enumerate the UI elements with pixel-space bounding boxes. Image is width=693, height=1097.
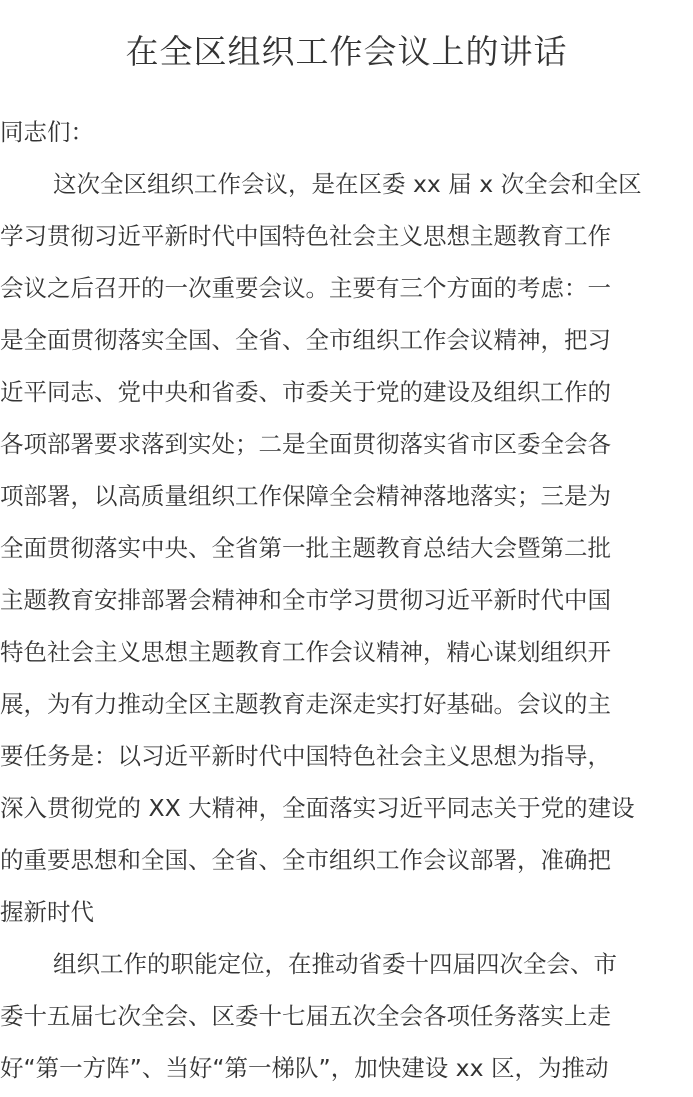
paragraph-2 bbox=[0, 938, 693, 1094]
text-line: 展，为有力推动全区主题教育走深走实打好基础。会议的主 bbox=[0, 690, 611, 718]
text-line: 这次全区组织工作会议，是在区委 xx 届 x 次全会和全区 bbox=[53, 170, 642, 198]
text-line: 组织工作的职能定位，在推动省委十四届四次全会、市 bbox=[53, 950, 617, 978]
document-title: 在全区组织工作会议上的讲话 bbox=[125, 32, 568, 71]
text-line: 握新时代 bbox=[0, 898, 94, 926]
text-line: 要任务是：以习近平新时代中国特色社会主义思想为指导， bbox=[0, 742, 611, 770]
salutation bbox=[0, 106, 693, 158]
text-line: 全面贯彻落实中央、全省第一批主题教育总结大会暨第二批 bbox=[0, 534, 611, 562]
document-body bbox=[0, 106, 693, 1094]
text-line: 会议之后召开的一次重要会议。主要有三个方面的考虑：一 bbox=[0, 274, 611, 302]
text-line: 主题教育安排部署会精神和全市学习贯彻习近平新时代中国 bbox=[0, 586, 611, 614]
text-line: 委十五届七次全会、区委十七届五次全会各项任务落实上走 bbox=[0, 1002, 611, 1030]
text-line: 好“第一方阵”、当好“第一梯队”，加快建设 xx 区，为推动 bbox=[0, 1054, 609, 1082]
text-line: 学习贯彻习近平新时代中国特色社会主义思想主题教育工作 bbox=[0, 222, 611, 250]
text-line: 的重要思想和全国、全省、全市组织工作会议部署，准确把 bbox=[0, 846, 611, 874]
text-line: 各项部署要求落到实处；二是全面贯彻落实省市区委全会各 bbox=[0, 430, 611, 458]
text-line: 是全面贯彻落实全国、全省、全市组织工作会议精神，把习 bbox=[0, 326, 611, 354]
salutation-text: 同志们： bbox=[0, 118, 94, 146]
text-line: 项部署，以高质量组织工作保障全会精神落地落实；三是为 bbox=[0, 482, 611, 510]
text-line: 深入贯彻党的 XX 大精神，全面落实习近平同志关于党的建设 bbox=[0, 794, 635, 822]
text-line: 特色社会主义思想主题教育工作会议精神，精心谋划组织开 bbox=[0, 638, 611, 666]
paragraph-1 bbox=[0, 158, 693, 938]
text-line: 近平同志、党中央和省委、市委关于党的建设及组织工作的 bbox=[0, 378, 611, 406]
